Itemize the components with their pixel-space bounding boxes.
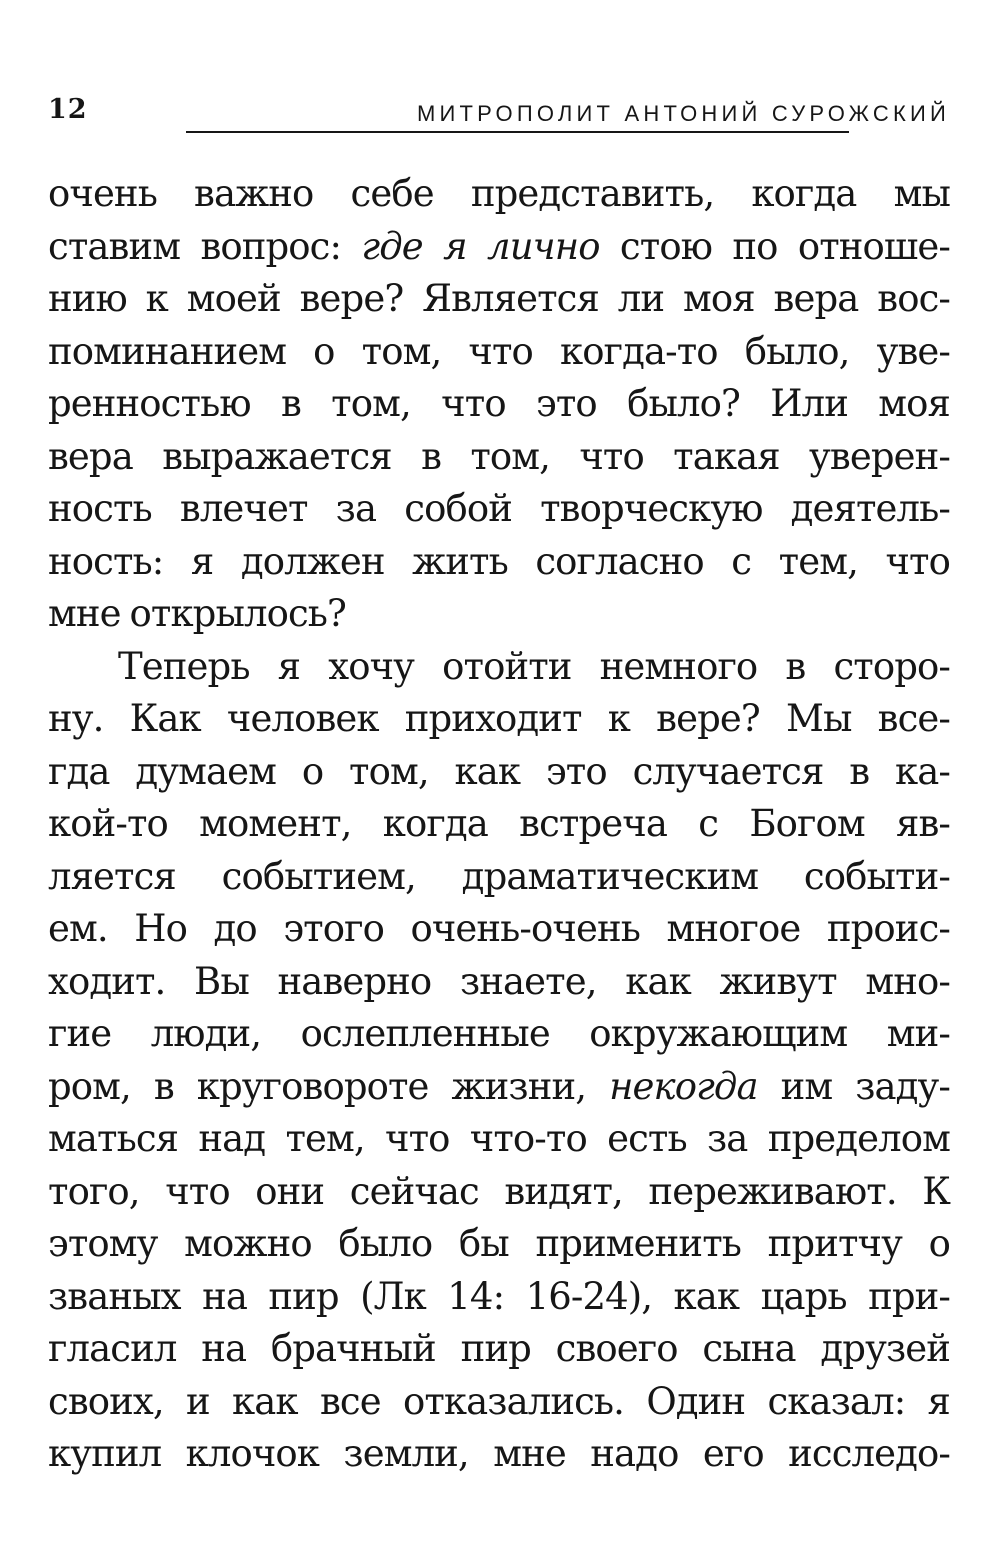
- text-line: званых на пир (Лк 14: 16-24), как царь при-: [48, 1274, 950, 1318]
- text-run: стою по отноше-: [599, 224, 950, 268]
- running-head: МИТРОПОЛИТ АНТОНИЙ СУРОЖСКИЙ: [416, 101, 950, 126]
- text-line: мне открылось?: [48, 592, 346, 635]
- text-run: ставим вопрос:: [48, 224, 362, 268]
- page-number: 12: [48, 94, 88, 125]
- text-line: ну. Как человек приходит к вере? Мы все-: [48, 697, 950, 740]
- text-line: гие люди, ослепленные окружающим ми-: [48, 1012, 950, 1055]
- text-run: им заду-: [757, 1064, 950, 1108]
- text-line: [48, 221, 950, 274]
- text-line: очень важно себе представить, когда мы: [48, 172, 950, 215]
- text-line: ляется событием, драматическим событи-: [48, 854, 950, 898]
- text-line: поминанием о том, что когда-то было, уве-: [48, 329, 950, 373]
- text-line: ность влечет за собой творческую деятель-: [48, 487, 950, 530]
- text-line: гласил на брачный пир своего сына друзей: [48, 1327, 950, 1370]
- text-line: ем. Но до этого очень-очень многое проис-: [48, 907, 950, 950]
- text-line: этому можно было бы применить притчу о: [48, 1222, 950, 1265]
- text-line: гда думаем о том, как это случается в ка-: [48, 749, 950, 793]
- header-rule: [186, 131, 849, 133]
- text-line: маться над тем, что что-то есть за пределом: [48, 1117, 950, 1160]
- text-line: кой-то момент, когда встреча с Богом яв-: [48, 802, 950, 845]
- italic-emphasis: где я лично: [361, 224, 600, 268]
- text-line: нию к моей вере? Является ли моя вера вос-: [48, 277, 950, 320]
- text-line: [48, 1061, 950, 1114]
- text-line: своих, и как все отказались. Один сказал: я: [48, 1379, 950, 1423]
- text-line: того, что они сейчас видят, переживают. К: [48, 1169, 950, 1213]
- text-run: ром, в круговороте жизни,: [48, 1064, 610, 1108]
- text-line: купил клочок земли, мне надо его исследо-: [48, 1432, 950, 1475]
- text-line: вера выражается в том, что такая уверен-: [48, 434, 950, 478]
- text-line: ходит. Вы наверно знаете, как живут мно-: [48, 959, 950, 1003]
- italic-emphasis: некогда: [609, 1064, 758, 1108]
- text-line: ренностью в том, что это было? Или моя: [48, 382, 950, 425]
- text-block: [48, 168, 950, 1481]
- text-line: ность: я должен жить согласно с тем, что: [48, 539, 950, 583]
- paragraph-first-line: Теперь я хочу отойти немного в сторо-: [118, 644, 950, 688]
